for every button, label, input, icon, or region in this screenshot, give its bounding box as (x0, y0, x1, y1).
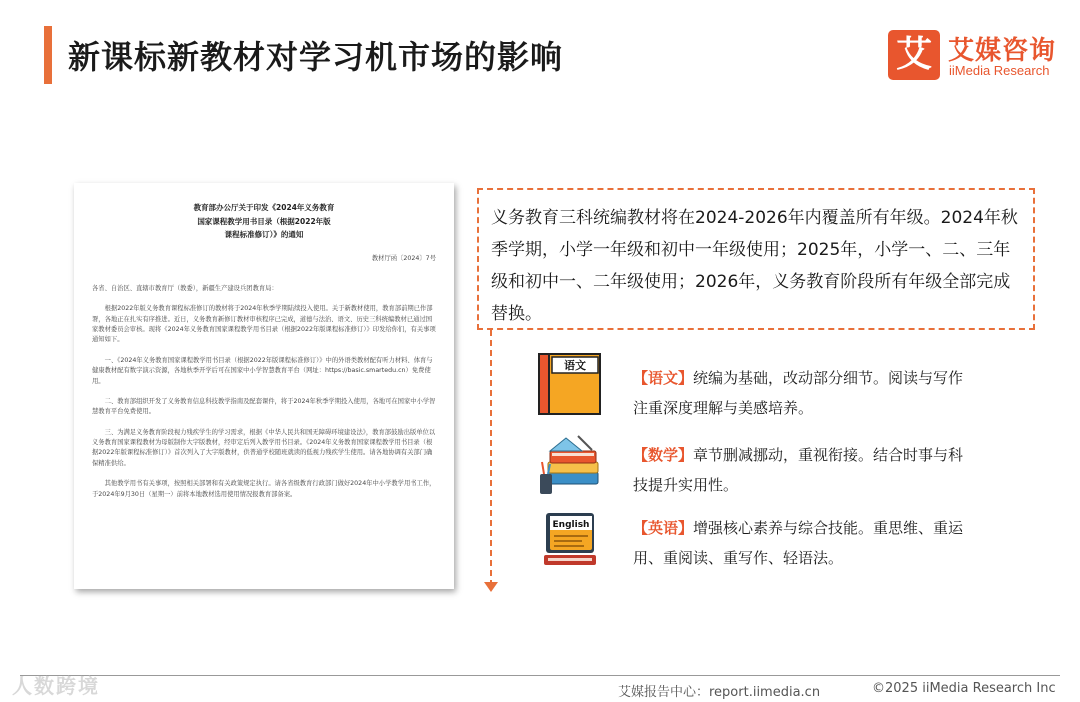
subject-english (633, 513, 973, 573)
document-number: 教材厅函〔2024〕7号 (371, 254, 436, 262)
chinese-book-icon-label: 语文 (564, 359, 586, 372)
iimedia-logo (888, 30, 1063, 82)
english-book-icon-label: English (552, 520, 590, 530)
subject-description: 章节删减挪动，重视衔接。结合时事与科技提升实用性。 (633, 446, 964, 494)
document-paragraph: 二、教育部组织开发了义务教育信息科技教学指南及配套课件，将于2024年秋季学期投入使用，各地可在国家中小学智慧教育平台免费使用。 (92, 397, 436, 416)
arrow-down-icon (484, 582, 498, 592)
math-books-icon (538, 434, 602, 496)
subject-math (633, 440, 973, 500)
chinese-book-icon (538, 353, 601, 415)
document-paragraph: 其他教学用书有关事项，按照相关部署和有关政策规定执行。请各省级教育行政部门做好2024年中小学教学用书工作，于2024年9月30日（星期一）前将本地教材选用使用情况报教育部备案。 (92, 480, 436, 498)
subject-chinese (633, 363, 973, 423)
logo-mark: 艾 (888, 30, 940, 80)
document-paragraph: 根据2022年版义务教育课程标准修订的教材将于2024年秋季学期陆续投入使用。关于新教材使用，教育部前期已作部署，各地正在扎实有序推进。近日，义务教育新修订教材审核程序已完成，道德与法治、语文、历史三科统编教材已通过国家教材委员会审核。现将《2024年义务教育国家课程教学用书目录（根据2022年版课程标准修订）》印发给你们，有关事项通知如下。 (92, 305, 436, 344)
document-title-line: 教育部办公厅关于印发《2024年义务教育 (193, 203, 335, 212)
logo-name-en: iiMedia Research (949, 63, 1050, 78)
document-title-line: 课程标准修订）》的通知 (224, 230, 304, 239)
watermark: 人数跨境 (12, 674, 100, 698)
document-paragraph: 三、为满足义务教育阶段视力残疾学生的学习需求，根据《中华人民共和国无障碍环境建设法》，教育部鼓励出版单位以义务教育国家课程教材为母版制作大字版教材，经审定后列入教学用书目录。《2024年义务教育国家课程教学用书目录（根据2022年版课程标准修订）》首次列入了大字版教材，供普通学校随班就读的低视力残疾学生使用。请各地协调有关部门确保精准供给。 (92, 428, 436, 467)
subject-description: 统编为基础，改动部分细节。阅读与写作注重深度理解与美感培养。 (633, 369, 964, 417)
curriculum-callout: 义务教育三科统编教材将在2024-2026年内覆盖所有年级。2024年秋季学期，小学一年级和初中一年级使用；2025年，小学一、二、三年级和初中一、二年级使用；2026年，义务教育阶段所有年级全部完成替换。 (477, 188, 1035, 330)
document-paragraph: 一、《2024年义务教育国家课程教学用书目录（根据2022年版课程标准修订）》中的外语类教材配有听力材料、体育与健康教材配有数字演示资源，各地秋季开学后可在国家中小学智慧教育平台（网址：https://basic.smartedu.cn）免费使用。 (92, 356, 433, 385)
subject-tag: 【语文】 (633, 369, 694, 387)
notice-document (74, 183, 454, 589)
footer-divider (20, 675, 1060, 676)
page-title: 新课标新教材对学习机市场的影响 (68, 38, 564, 76)
timeline-connector (490, 330, 492, 586)
subject-description: 增强核心素养与综合技能。重思维、重运用、重阅读、重写作、轻语法。 (633, 519, 964, 567)
document-title-line: 国家课程教学用书目录（根据2022年版 (197, 216, 331, 226)
copyright-text: ©2025 iiMedia Research Inc (872, 681, 1056, 696)
english-book-icon (540, 511, 600, 569)
subject-tag: 【英语】 (633, 519, 694, 537)
report-center-link: 艾媒报告中心：report.iimedia.cn (618, 685, 821, 700)
document-addressee: 各省、自治区、直辖市教育厅（教委），新疆生产建设兵团教育局： (92, 284, 278, 292)
document-title (92, 201, 436, 242)
subject-tag: 【数学】 (633, 446, 694, 464)
title-accent-bar (44, 26, 52, 84)
logo-name-cn: 艾媒咨询 (948, 36, 1057, 66)
